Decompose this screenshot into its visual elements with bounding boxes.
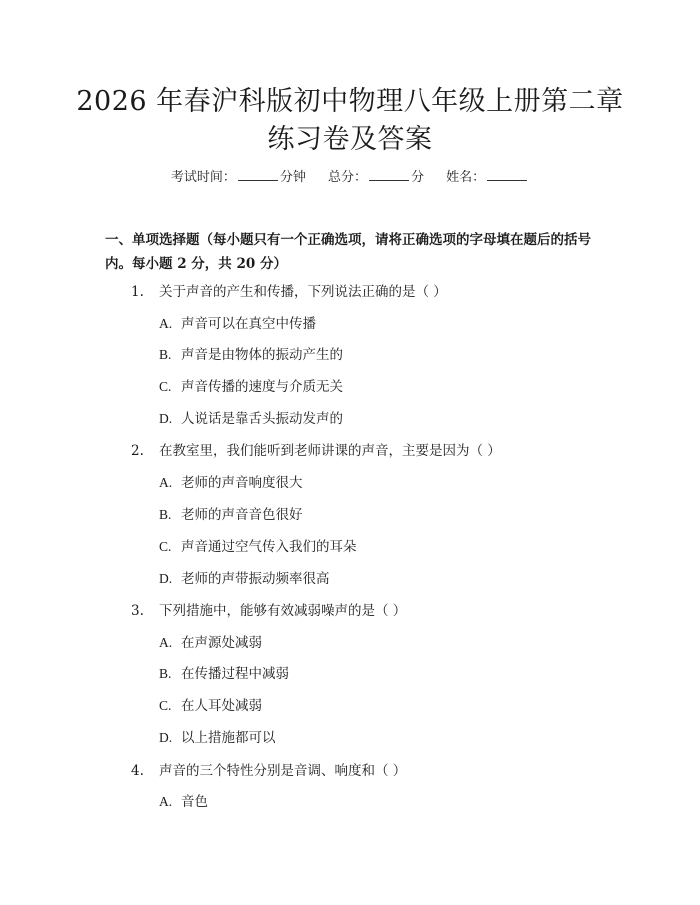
question-2-option-c: [159, 537, 357, 557]
exam-score: [328, 168, 424, 188]
question-1-option-c: [159, 377, 343, 397]
option-text: 人说话是靠舌头振动发声的: [181, 411, 343, 427]
question-2-option-b: [159, 505, 303, 525]
question-text: 关于声音的产生和传播，下列说法正确的是（ ）: [159, 284, 447, 300]
option-text: 音色: [181, 794, 208, 810]
exam-name: [446, 168, 529, 188]
name-blank: [487, 168, 527, 181]
question-3-option-d: [159, 728, 276, 748]
question-2-option-d: [159, 569, 330, 589]
question-text: 在教室里，我们能听到老师讲课的声音，主要是因为（ ）: [159, 443, 501, 459]
question-1-option-d: [159, 409, 343, 429]
question-number: 3.: [131, 603, 144, 619]
option-letter: A.: [159, 794, 173, 809]
exam-meta: [0, 168, 700, 188]
option-text: 声音可以在真空中传播: [181, 316, 316, 332]
question-number: 1.: [131, 284, 144, 300]
question-3-option-a: [159, 633, 262, 653]
option-letter: D.: [159, 571, 173, 586]
option-letter: B.: [159, 507, 172, 522]
question-4-option-a: [159, 792, 208, 812]
question-text: 下列措施中，能够有效减弱噪声的是（ ）: [159, 603, 407, 619]
option-letter: C.: [159, 539, 172, 554]
time-label: 考试时间：: [170, 170, 236, 185]
option-text: 老师的声带振动频率很高: [181, 571, 330, 587]
option-letter: C.: [159, 698, 172, 713]
option-text: 声音传播的速度与介质无关: [181, 379, 343, 395]
name-label: 姓名：: [446, 170, 486, 185]
question-2: [131, 441, 501, 461]
question-1: [131, 282, 447, 302]
question-3: [131, 601, 406, 621]
exam-time: [171, 168, 306, 188]
question-number: 4.: [131, 763, 144, 779]
option-letter: D.: [159, 730, 173, 745]
score-unit: 分: [411, 170, 425, 185]
option-letter: C.: [159, 379, 172, 394]
option-letter: A.: [159, 316, 173, 331]
option-letter: A.: [159, 475, 173, 490]
exam-title-line1: 2026 年春沪科版初中物理八年级上册第二章: [76, 86, 624, 117]
question-2-option-a: [159, 473, 303, 493]
option-letter: B.: [159, 347, 172, 362]
question-number: 2.: [131, 443, 144, 459]
question-text: 声音的三个特性分别是音调、响度和（ ）: [159, 763, 407, 779]
option-letter: B.: [159, 666, 172, 681]
option-letter: A.: [159, 635, 173, 650]
option-text: 在人耳处减弱: [181, 698, 262, 714]
time-blank: [238, 168, 278, 181]
option-text: 声音通过空气传入我们的耳朵: [181, 539, 357, 555]
question-3-option-c: [159, 696, 262, 716]
question-1-option-a: [159, 314, 316, 334]
score-label: 总分：: [327, 170, 367, 185]
section-heading: 一、单项选择题（每小题只有一个正确选项，请将正确选项的字母填在题后的括号内。每小题 2 分，共 20 分）: [105, 232, 591, 272]
option-text: 以上措施都可以: [181, 730, 276, 746]
question-3-option-b: [159, 664, 289, 684]
exam-title-line2: 练习卷及答案: [267, 124, 433, 155]
question-4: [131, 761, 406, 781]
option-text: 在传播过程中减弱: [181, 666, 289, 682]
question-1-option-b: [159, 345, 343, 365]
option-letter: D.: [159, 411, 173, 426]
option-text: 在声源处减弱: [181, 635, 262, 651]
option-text: 老师的声音响度很大: [181, 475, 303, 491]
option-text: 声音是由物体的振动产生的: [181, 347, 343, 363]
score-blank: [369, 168, 409, 181]
time-unit: 分钟: [279, 170, 306, 185]
option-text: 老师的声音音色很好: [181, 507, 303, 523]
